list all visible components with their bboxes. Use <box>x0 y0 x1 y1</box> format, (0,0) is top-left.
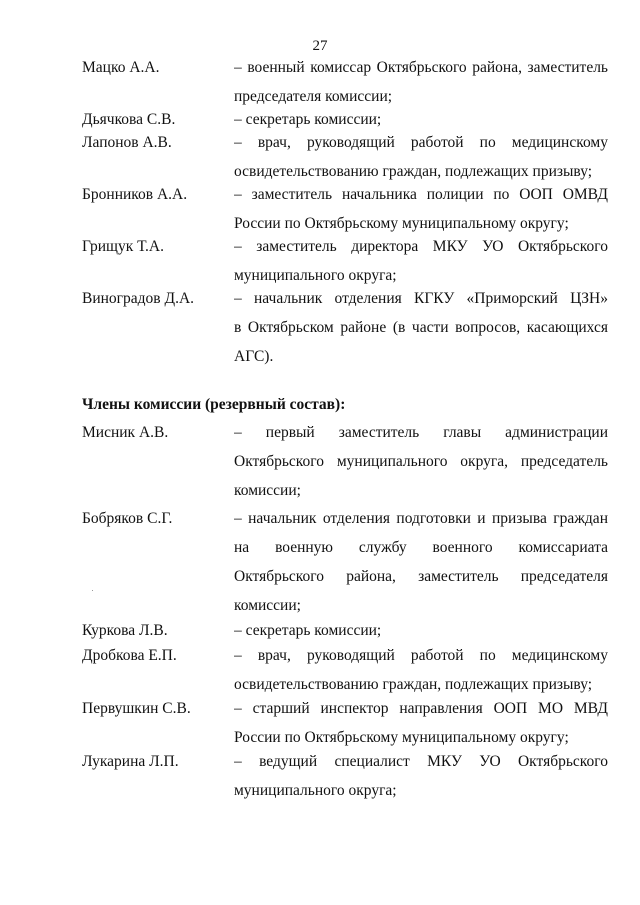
scan-speck <box>92 590 93 591</box>
member-role <box>234 641 608 699</box>
member-role <box>234 418 608 505</box>
member-entry <box>0 694 640 747</box>
member-role-line: – ведущий специалист МКУ УО Октябрьского <box>234 753 608 770</box>
member-role-line: – заместитель начальника полиции по ООП ОМВД <box>234 186 608 203</box>
member-entry <box>0 232 640 284</box>
member-name: Мацко А.А. <box>82 59 160 76</box>
member-role-line: России по Октябрьскому муниципальному округу; <box>234 729 569 746</box>
member-role-line: – первый заместитель главы администрации <box>234 424 608 441</box>
member-role-line: – врач, руководящий работой по медицинскому <box>234 134 608 151</box>
member-role-line: Октябрьского муниципального округа, председатель <box>234 453 608 470</box>
member-name: Лапонов А.В. <box>82 134 172 151</box>
member-entry <box>0 641 640 694</box>
member-name: Бронников А.А. <box>82 186 188 203</box>
member-role-line: освидетельствованию граждан, подлежащих призыву; <box>234 163 593 180</box>
member-name: Дробкова Е.П. <box>82 647 177 664</box>
member-role-line: – начальник отделения КГКУ «Приморский ЦЗН» <box>234 290 608 307</box>
member-name: Грищук Т.А. <box>82 238 164 255</box>
member-role-line: муниципального округа; <box>234 782 397 799</box>
member-role <box>234 747 608 805</box>
member-entry <box>0 747 640 805</box>
member-role-line: – заместитель директора МКУ УО Октябрьского <box>234 238 608 255</box>
member-role-line: освидетельствованию граждан, подлежащих призыву; <box>234 676 593 693</box>
member-role-line: России по Октябрьскому муниципальному округу; <box>234 215 569 232</box>
member-role-line: АГС). <box>234 348 274 365</box>
member-name: Бобряков С.Г. <box>82 510 173 527</box>
member-name: Виноградов Д.А. <box>82 290 195 307</box>
member-role <box>234 694 608 752</box>
member-role <box>234 53 608 111</box>
member-role-line: – военный комиссар Октябрьского района, заместитель <box>234 59 608 76</box>
member-name: Дьячкова С.В. <box>82 111 176 128</box>
reserve-section-heading: Члены комиссии (резервный состав): <box>82 396 346 413</box>
member-role <box>234 284 608 371</box>
member-role-line: – старший инспектор направления ООП МО МВД <box>234 700 608 717</box>
member-role <box>234 232 608 290</box>
member-role-line: комиссии; <box>234 482 301 499</box>
member-entry <box>0 105 640 128</box>
page-number: 27 <box>312 38 328 54</box>
member-role-line: комиссии; <box>234 597 301 614</box>
member-role <box>234 128 608 186</box>
member-role <box>234 180 608 238</box>
member-role-line: – врач, руководящий работой по медицинскому <box>234 647 608 664</box>
member-entry <box>0 180 640 232</box>
member-entry <box>0 53 640 105</box>
member-role-line: Октябрьского района, заместитель председателя <box>234 568 608 585</box>
reserve-members-list <box>0 418 640 805</box>
member-entry <box>0 284 640 371</box>
member-role-line: муниципального округа; <box>234 267 397 284</box>
member-name: Куркова Л.В. <box>82 622 168 639</box>
member-role <box>234 504 608 620</box>
member-role-line: на военную службу военного комиссариата <box>234 539 608 556</box>
member-entry <box>0 504 640 616</box>
member-name: Первушкин С.В. <box>82 700 191 717</box>
member-entry <box>0 418 640 504</box>
member-role-line: председателя комиссии; <box>234 88 393 105</box>
member-role-line: – секретарь комиссии; <box>234 622 382 639</box>
member-name: Лукарина Л.П. <box>82 753 179 770</box>
member-entry <box>0 128 640 180</box>
member-entry <box>0 616 640 641</box>
member-role-line: в Октябрьском районе (в части вопросов, касающихся <box>234 319 608 336</box>
main-members-list <box>0 53 640 371</box>
member-role-line: – секретарь комиссии; <box>234 111 382 128</box>
member-name: Мисник А.В. <box>82 424 169 441</box>
member-role-line: – начальник отделения подготовки и призыва граждан <box>234 510 608 527</box>
